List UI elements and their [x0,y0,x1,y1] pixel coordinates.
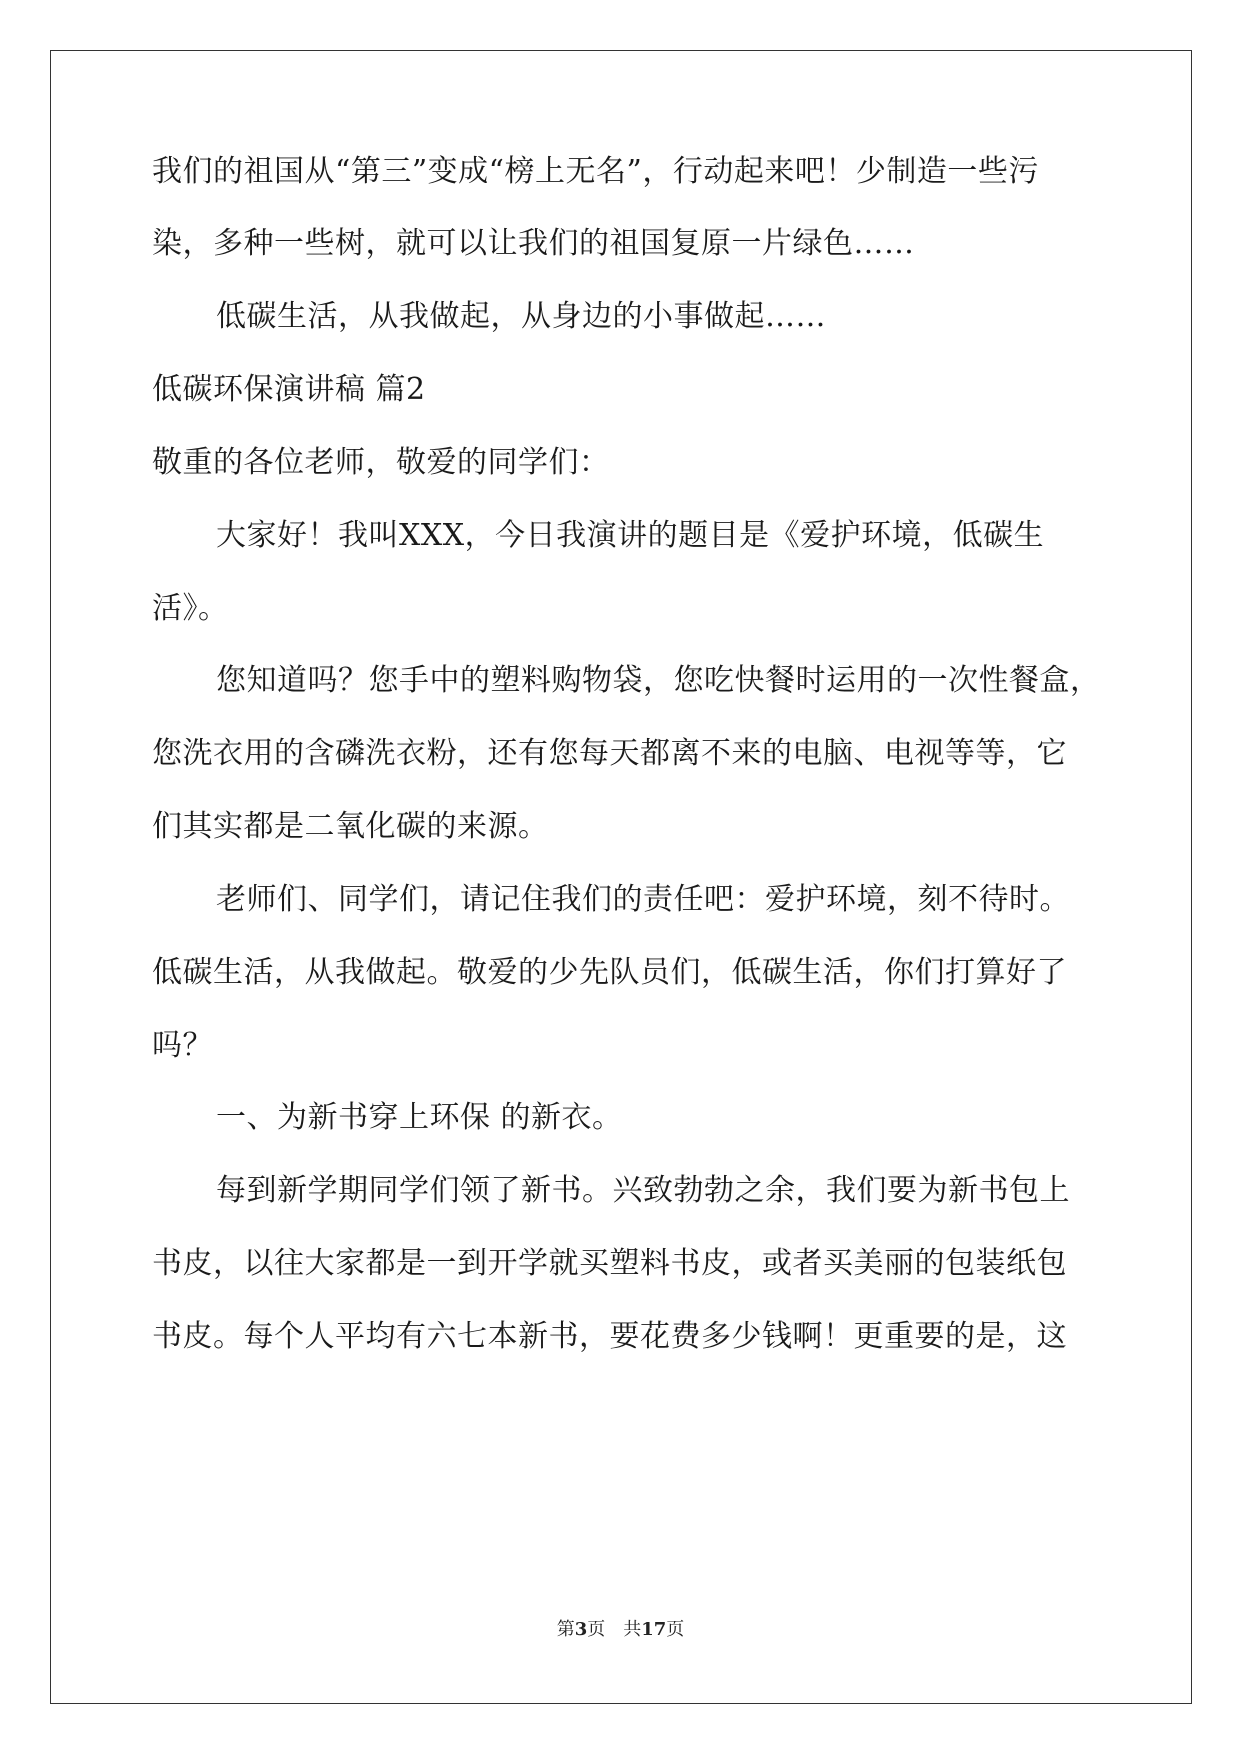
text-line: 吗？ [152,1028,213,1063]
text-line: 低碳生活，从我做起。敬爱的少先队员们，低碳生活，你们打算好了 [152,955,1067,990]
section-heading: 低碳环保演讲稿 篇2 [152,372,426,407]
list-heading: 一、为新书穿上环保 的新衣。 [216,1100,623,1135]
footer-suffix: 页 [666,1619,685,1640]
page-footer [0,1618,1241,1642]
text-line: 您洗衣用的含磷洗衣粉，还有您每天都离不来的电脑、电视等等，它 [152,736,1067,771]
text-line: 大家好！我叫XXX，今日我演讲的题目是《爱护环境，低碳生 [216,518,1045,553]
text-line: 您知道吗？您手中的塑料购物袋，您吃快餐时运用的一次性餐盒， [216,663,1101,698]
current-page-number: 3 [574,1619,588,1640]
total-pages-number: 17 [641,1619,667,1640]
text-line: 每到新学期同学们领了新书。兴致勃勃之余，我们要为新书包上 [216,1173,1070,1208]
text-line: 染，多种一些树，就可以让我们的祖国复原一片绿色…… [152,226,915,261]
text-line: 低碳生活，从我做起，从身边的小事做起…… [216,299,826,334]
footer-prefix: 第 [556,1619,575,1640]
text-line: 们其实都是二氧化碳的来源。 [152,809,549,844]
text-line: 老师们、同学们，请记住我们的责任吧：爱护环境，刻不待时。 [216,882,1070,917]
footer-middle: 页 共 [587,1619,642,1640]
text-line: 书皮。每个人平均有六七本新书，要花费多少钱啊！更重要的是，这 [152,1319,1067,1354]
text-line: 我们的祖国从“第三”变成“榜上无名”，行动起来吧！少制造一些污 [152,154,1039,189]
text-line: 活》。 [152,591,229,626]
text-line: 书皮，以往大家都是一到开学就买塑料书皮，或者买美丽的包装纸包 [152,1246,1067,1281]
salutation: 敬重的各位老师，敬爱的同学们： [152,445,610,480]
